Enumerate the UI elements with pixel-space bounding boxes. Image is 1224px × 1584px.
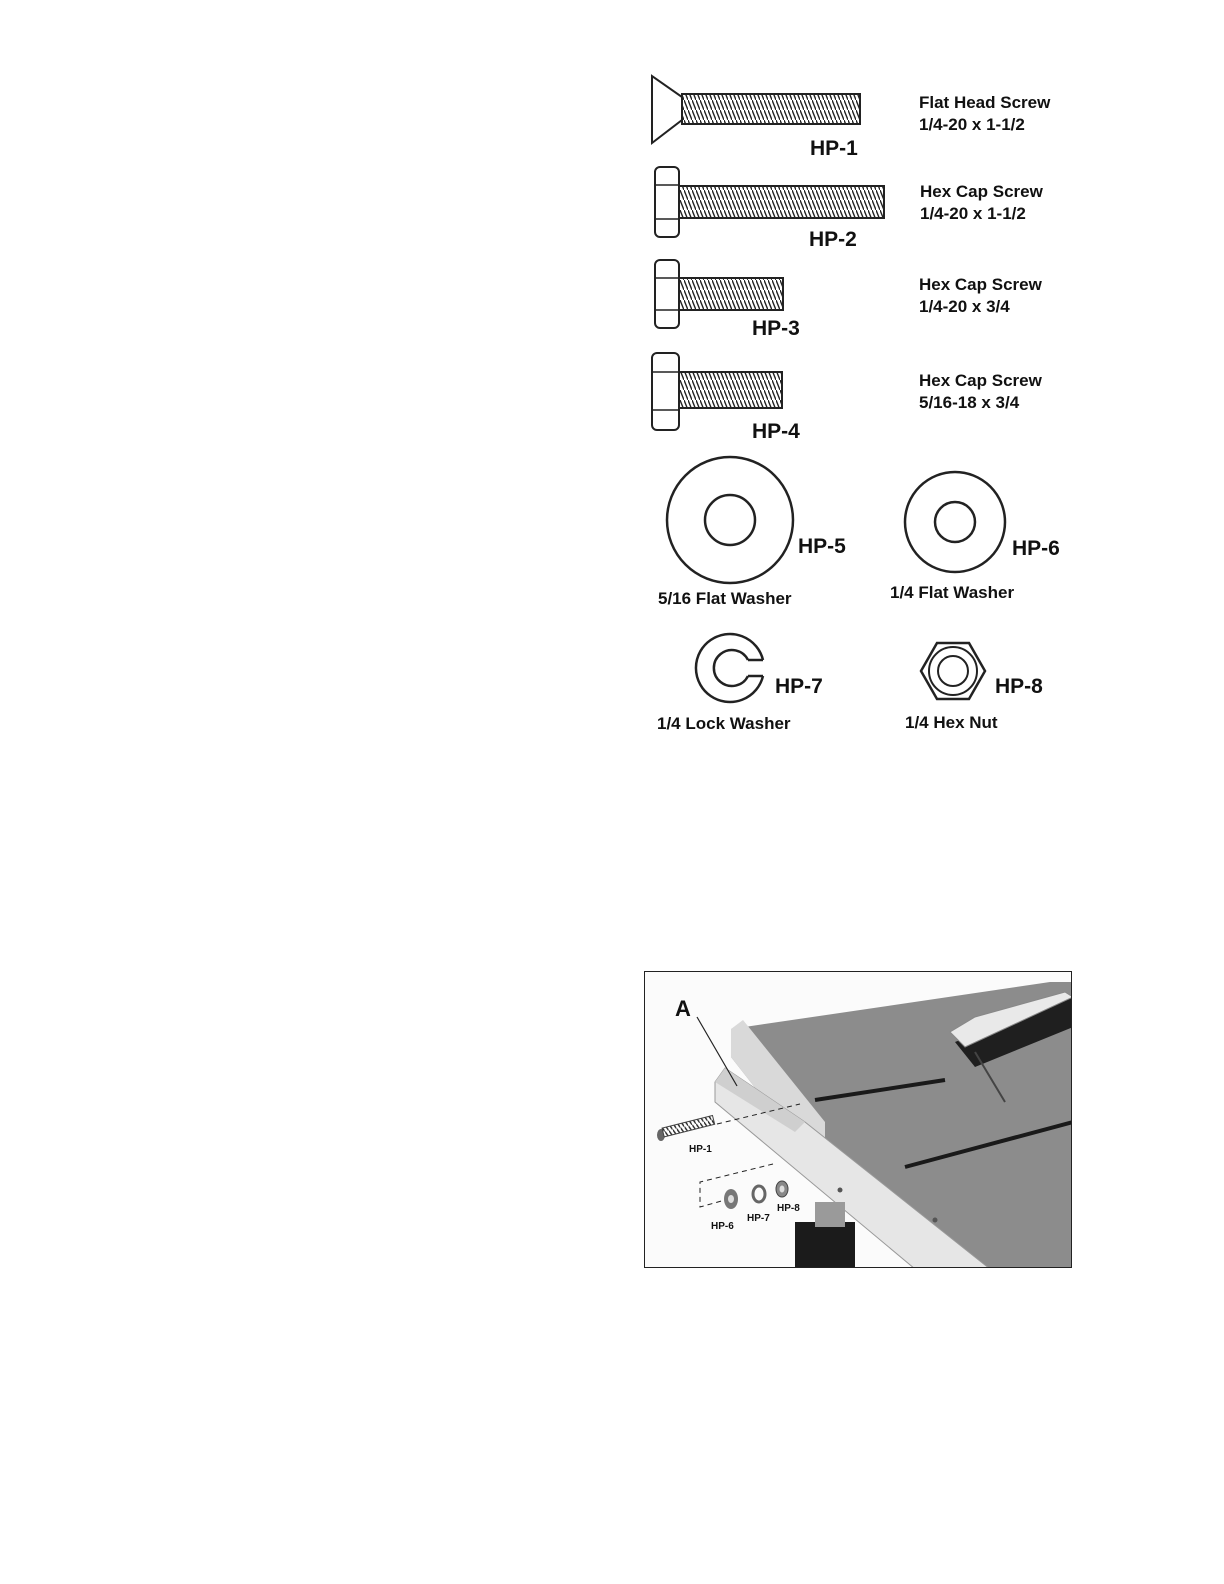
- hp2-name: Hex Cap Screw: [920, 182, 1043, 201]
- hp1-code: HP-1: [810, 137, 858, 160]
- hex-nut-icon: [921, 643, 985, 699]
- flat-washer-5-16-icon: [667, 457, 793, 583]
- assembly-photo: [644, 971, 1072, 1268]
- hp8-code: HP-8: [995, 675, 1043, 698]
- hardware-chart: [0, 0, 1224, 760]
- hp1-size: 1/4-20 x 1-1/2: [919, 115, 1025, 134]
- hp6-code: HP-6: [1012, 537, 1060, 560]
- hp7-code: HP-7: [775, 675, 823, 698]
- motor-housing: [795, 1222, 855, 1268]
- hex-cap-screw-5-16-icon: [652, 353, 782, 430]
- flat-washer-1-4-icon: [905, 472, 1005, 572]
- flat-head-screw-icon: [652, 76, 860, 143]
- hp2-size: 1/4-20 x 1-1/2: [920, 204, 1026, 223]
- photo-hex-nut-icon: [776, 1181, 788, 1197]
- photo-flat-head-screw-icon: [657, 1116, 715, 1141]
- hp8-name: 1/4 Hex Nut: [905, 713, 998, 732]
- hp2-code: HP-2: [809, 228, 857, 251]
- hp3-name: Hex Cap Screw: [919, 275, 1042, 294]
- hp6-name: 1/4 Flat Washer: [890, 583, 1015, 602]
- photo-hp8-label: HP-8: [777, 1203, 800, 1214]
- hp5-code: HP-5: [798, 535, 846, 558]
- photo-lock-washer-icon: [753, 1186, 765, 1202]
- callout-a: A: [675, 996, 691, 1021]
- photo-hp6-label: HP-6: [711, 1221, 734, 1232]
- photo-hp7-label: HP-7: [747, 1213, 770, 1224]
- lock-washer-icon: [696, 634, 763, 702]
- hp1-name: Flat Head Screw: [919, 93, 1051, 112]
- motor-bracket: [815, 1202, 845, 1227]
- hex-cap-screw-long-icon: [655, 167, 884, 237]
- table-saw-assembly-illustration: [645, 972, 1072, 1268]
- hp4-name: Hex Cap Screw: [919, 371, 1042, 390]
- hp5-name: 5/16 Flat Washer: [658, 589, 792, 608]
- photo-flat-washer-icon: [724, 1189, 738, 1209]
- hp3-size: 1/4-20 x 3/4: [919, 297, 1010, 316]
- hp4-code: HP-4: [752, 420, 800, 443]
- hp3-code: HP-3: [752, 317, 800, 340]
- hp7-name: 1/4 Lock Washer: [657, 714, 791, 733]
- photo-hp1-label: HP-1: [689, 1144, 712, 1155]
- hp4-size: 5/16-18 x 3/4: [919, 393, 1020, 412]
